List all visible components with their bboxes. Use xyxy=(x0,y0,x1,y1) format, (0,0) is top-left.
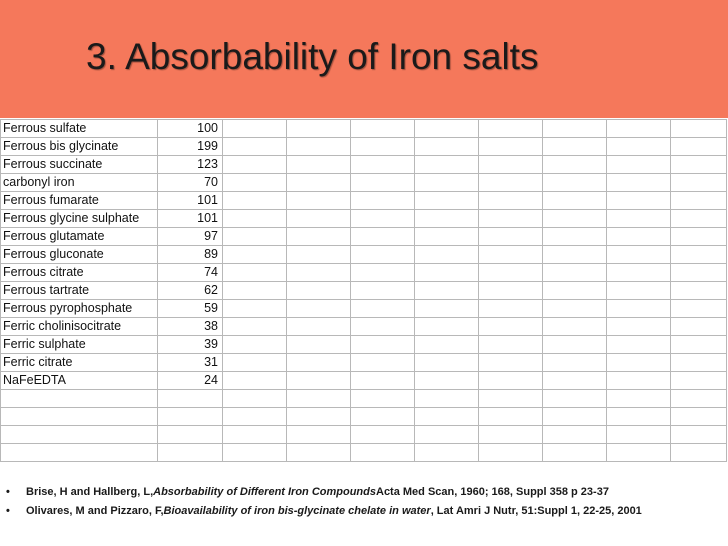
empty-cell[interactable] xyxy=(351,408,415,426)
empty-cell[interactable] xyxy=(671,390,727,408)
table-row xyxy=(1,156,727,174)
empty-cell[interactable] xyxy=(543,174,607,192)
table-row xyxy=(1,120,727,138)
empty-cell[interactable] xyxy=(351,282,415,300)
empty-cell[interactable] xyxy=(287,354,351,372)
empty-cell[interactable] xyxy=(671,282,727,300)
empty-cell[interactable] xyxy=(479,372,543,390)
empty-cell[interactable] xyxy=(543,372,607,390)
absorbability-value-cell[interactable]: 24 xyxy=(158,372,223,390)
empty-cell[interactable] xyxy=(287,426,351,444)
empty-cell[interactable] xyxy=(223,210,287,228)
empty-cell[interactable] xyxy=(607,282,671,300)
table-row xyxy=(1,354,727,372)
empty-cell[interactable] xyxy=(415,264,479,282)
empty-cell[interactable] xyxy=(223,174,287,192)
empty-cell[interactable] xyxy=(543,138,607,156)
absorbability-value-cell[interactable]: 70 xyxy=(158,174,223,192)
empty-cell[interactable] xyxy=(607,444,671,462)
empty-cell[interactable] xyxy=(543,264,607,282)
empty-cell[interactable] xyxy=(223,426,287,444)
empty-cell[interactable] xyxy=(479,318,543,336)
reference-authors: Olivares, M and Pizzaro, F, xyxy=(26,505,164,517)
table-row xyxy=(1,246,727,264)
empty-cell[interactable] xyxy=(287,408,351,426)
iron-salt-name-cell[interactable]: Ferrous citrate xyxy=(1,264,158,282)
empty-cell[interactable] xyxy=(479,210,543,228)
table-row xyxy=(1,390,727,408)
absorbability-value-cell[interactable]: 101 xyxy=(158,192,223,210)
empty-cell[interactable] xyxy=(607,426,671,444)
empty-cell[interactable] xyxy=(223,408,287,426)
empty-cell[interactable] xyxy=(287,264,351,282)
empty-cell[interactable] xyxy=(671,246,727,264)
empty-cell[interactable] xyxy=(415,372,479,390)
iron-salt-name-cell[interactable]: Ferrous gluconate xyxy=(1,246,158,264)
empty-cell[interactable] xyxy=(671,120,727,138)
empty-cell[interactable] xyxy=(607,246,671,264)
reference-source: Acta Med Scan, 1960; 168, Suppl 358 p 23-37 xyxy=(376,486,609,498)
empty-cell[interactable] xyxy=(223,372,287,390)
iron-salt-name-cell[interactable]: Ferric cholinisocitrate xyxy=(1,318,158,336)
empty-cell[interactable] xyxy=(223,156,287,174)
empty-cell[interactable] xyxy=(479,156,543,174)
empty-cell[interactable] xyxy=(479,120,543,138)
iron-salt-name-cell[interactable]: Ferric sulphate xyxy=(1,336,158,354)
bullet-icon: • xyxy=(6,505,10,517)
empty-cell[interactable] xyxy=(671,210,727,228)
empty-cell[interactable] xyxy=(415,318,479,336)
reference-title: Bioavailability of iron bis-glycinate chelate in water xyxy=(163,505,431,517)
empty-cell[interactable] xyxy=(351,372,415,390)
empty-cell[interactable] xyxy=(543,318,607,336)
empty-cell[interactable] xyxy=(287,156,351,174)
iron-salt-name-cell[interactable] xyxy=(1,444,158,462)
absorbability-value-cell[interactable]: 123 xyxy=(158,156,223,174)
empty-cell[interactable] xyxy=(415,120,479,138)
empty-cell[interactable] xyxy=(671,426,727,444)
empty-cell[interactable] xyxy=(543,192,607,210)
empty-cell[interactable] xyxy=(607,264,671,282)
absorbability-value-cell[interactable]: 39 xyxy=(158,336,223,354)
empty-cell[interactable] xyxy=(671,336,727,354)
empty-cell[interactable] xyxy=(351,120,415,138)
empty-cell[interactable] xyxy=(351,228,415,246)
empty-cell[interactable] xyxy=(223,390,287,408)
empty-cell[interactable] xyxy=(415,210,479,228)
empty-cell[interactable] xyxy=(415,390,479,408)
empty-cell[interactable] xyxy=(607,174,671,192)
empty-cell[interactable] xyxy=(543,354,607,372)
iron-salt-name-cell[interactable]: Ferrous sulfate xyxy=(1,120,158,138)
iron-salt-name-cell[interactable] xyxy=(1,408,158,426)
absorbability-value-cell[interactable] xyxy=(158,426,223,444)
empty-cell[interactable] xyxy=(543,246,607,264)
absorbability-value-cell[interactable]: 101 xyxy=(158,210,223,228)
absorbability-value-cell[interactable]: 31 xyxy=(158,354,223,372)
empty-cell[interactable] xyxy=(543,210,607,228)
bullet-icon: • xyxy=(6,486,10,498)
empty-cell[interactable] xyxy=(543,282,607,300)
empty-cell[interactable] xyxy=(479,336,543,354)
empty-cell[interactable] xyxy=(415,354,479,372)
empty-cell[interactable] xyxy=(287,444,351,462)
empty-cell[interactable] xyxy=(607,156,671,174)
empty-cell[interactable] xyxy=(287,120,351,138)
empty-cell[interactable] xyxy=(415,444,479,462)
absorbability-value-cell[interactable]: 74 xyxy=(158,264,223,282)
table-row xyxy=(1,282,727,300)
table-row xyxy=(1,174,727,192)
empty-cell[interactable] xyxy=(415,426,479,444)
references xyxy=(6,486,642,524)
empty-cell[interactable] xyxy=(415,192,479,210)
empty-cell[interactable] xyxy=(479,444,543,462)
empty-cell[interactable] xyxy=(607,138,671,156)
empty-cell[interactable] xyxy=(607,390,671,408)
empty-cell[interactable] xyxy=(671,156,727,174)
empty-cell[interactable] xyxy=(415,228,479,246)
empty-cell[interactable] xyxy=(351,174,415,192)
empty-cell[interactable] xyxy=(223,264,287,282)
absorbability-value-cell[interactable] xyxy=(158,444,223,462)
empty-cell[interactable] xyxy=(543,300,607,318)
empty-cell[interactable] xyxy=(351,246,415,264)
reference-item xyxy=(6,486,642,505)
empty-cell[interactable] xyxy=(223,318,287,336)
empty-cell[interactable] xyxy=(287,192,351,210)
spreadsheet-table xyxy=(0,119,727,462)
iron-salt-name-cell[interactable]: Ferrous pyrophosphate xyxy=(1,300,158,318)
empty-cell[interactable] xyxy=(671,264,727,282)
empty-cell[interactable] xyxy=(543,120,607,138)
empty-cell[interactable] xyxy=(223,300,287,318)
empty-cell[interactable] xyxy=(607,318,671,336)
empty-cell[interactable] xyxy=(287,318,351,336)
empty-cell[interactable] xyxy=(607,300,671,318)
reference-authors: Brise, H and Hallberg, L, xyxy=(26,486,154,498)
absorbability-value-cell[interactable] xyxy=(158,408,223,426)
absorbability-value-cell[interactable]: 38 xyxy=(158,318,223,336)
empty-cell[interactable] xyxy=(287,390,351,408)
empty-cell[interactable] xyxy=(671,354,727,372)
table-row xyxy=(1,444,727,462)
iron-salt-name-cell[interactable]: Ferric citrate xyxy=(1,354,158,372)
slide-title: 3. Absorbability of Iron salts xyxy=(86,36,539,77)
absorbability-value-cell[interactable]: 62 xyxy=(158,282,223,300)
absorbability-value-cell[interactable]: 89 xyxy=(158,246,223,264)
empty-cell[interactable] xyxy=(607,372,671,390)
empty-cell[interactable] xyxy=(479,426,543,444)
reference-title: Absorbability of Different Iron Compounds xyxy=(153,486,376,498)
empty-cell[interactable] xyxy=(479,408,543,426)
empty-cell[interactable] xyxy=(479,192,543,210)
empty-cell[interactable] xyxy=(671,192,727,210)
empty-cell[interactable] xyxy=(415,138,479,156)
empty-cell[interactable] xyxy=(543,444,607,462)
empty-cell[interactable] xyxy=(223,138,287,156)
empty-cell[interactable] xyxy=(671,372,727,390)
iron-salt-name-cell[interactable] xyxy=(1,390,158,408)
table-row xyxy=(1,372,727,390)
empty-cell[interactable] xyxy=(223,192,287,210)
empty-cell[interactable] xyxy=(479,300,543,318)
empty-cell[interactable] xyxy=(223,282,287,300)
absorbability-value-cell[interactable]: 59 xyxy=(158,300,223,318)
absorbability-value-cell[interactable]: 100 xyxy=(158,120,223,138)
empty-cell[interactable] xyxy=(415,300,479,318)
empty-cell[interactable] xyxy=(607,120,671,138)
empty-cell[interactable] xyxy=(223,120,287,138)
empty-cell[interactable] xyxy=(287,210,351,228)
empty-cell[interactable] xyxy=(223,228,287,246)
empty-cell[interactable] xyxy=(671,300,727,318)
empty-cell[interactable] xyxy=(287,138,351,156)
iron-salt-name-cell[interactable]: Ferrous tartrate xyxy=(1,282,158,300)
table-row xyxy=(1,210,727,228)
empty-cell[interactable] xyxy=(479,264,543,282)
empty-cell[interactable] xyxy=(543,336,607,354)
empty-cell[interactable] xyxy=(351,318,415,336)
empty-cell[interactable] xyxy=(671,408,727,426)
empty-cell[interactable] xyxy=(351,444,415,462)
empty-cell[interactable] xyxy=(351,210,415,228)
empty-cell[interactable] xyxy=(223,246,287,264)
iron-salt-name-cell[interactable]: Ferrous glutamate xyxy=(1,228,158,246)
empty-cell[interactable] xyxy=(287,228,351,246)
empty-cell[interactable] xyxy=(479,282,543,300)
empty-cell[interactable] xyxy=(607,192,671,210)
absorbability-value-cell[interactable]: 199 xyxy=(158,138,223,156)
empty-cell[interactable] xyxy=(415,282,479,300)
absorbability-value-cell[interactable]: 97 xyxy=(158,228,223,246)
empty-cell[interactable] xyxy=(671,174,727,192)
empty-cell[interactable] xyxy=(479,228,543,246)
empty-cell[interactable] xyxy=(351,264,415,282)
empty-cell[interactable] xyxy=(415,336,479,354)
empty-cell[interactable] xyxy=(351,156,415,174)
empty-cell[interactable] xyxy=(543,408,607,426)
empty-cell[interactable] xyxy=(351,354,415,372)
empty-cell[interactable] xyxy=(351,300,415,318)
slide-header xyxy=(0,0,728,118)
iron-salt-name-cell[interactable]: Ferrous fumarate xyxy=(1,192,158,210)
empty-cell[interactable] xyxy=(479,174,543,192)
iron-salt-name-cell[interactable]: Ferrous glycine sulphate xyxy=(1,210,158,228)
empty-cell[interactable] xyxy=(671,318,727,336)
empty-cell[interactable] xyxy=(223,444,287,462)
reference-source: , Lat Amri J Nutr, 51:Suppl 1, 22-25, 2001 xyxy=(430,505,642,517)
iron-salt-name-cell[interactable] xyxy=(1,426,158,444)
reference-item xyxy=(6,505,642,524)
empty-cell[interactable] xyxy=(607,354,671,372)
empty-cell[interactable] xyxy=(607,228,671,246)
empty-cell[interactable] xyxy=(287,174,351,192)
empty-cell[interactable] xyxy=(607,336,671,354)
empty-cell[interactable] xyxy=(287,300,351,318)
empty-cell[interactable] xyxy=(671,228,727,246)
empty-cell[interactable] xyxy=(479,138,543,156)
empty-cell[interactable] xyxy=(415,156,479,174)
empty-cell[interactable] xyxy=(479,390,543,408)
empty-cell[interactable] xyxy=(543,426,607,444)
table-row xyxy=(1,192,727,210)
table-row xyxy=(1,318,727,336)
empty-cell[interactable] xyxy=(543,390,607,408)
iron-salt-name-cell[interactable]: Ferrous bis glycinate xyxy=(1,138,158,156)
iron-salt-name-cell[interactable]: Ferrous succinate xyxy=(1,156,158,174)
table-row xyxy=(1,426,727,444)
iron-salt-name-cell[interactable]: NaFeEDTA xyxy=(1,372,158,390)
table-row xyxy=(1,138,727,156)
empty-cell[interactable] xyxy=(415,174,479,192)
empty-cell[interactable] xyxy=(543,228,607,246)
table-row xyxy=(1,264,727,282)
empty-cell[interactable] xyxy=(351,390,415,408)
empty-cell[interactable] xyxy=(223,336,287,354)
empty-cell[interactable] xyxy=(287,336,351,354)
absorbability-value-cell[interactable] xyxy=(158,390,223,408)
empty-cell[interactable] xyxy=(351,192,415,210)
table-row xyxy=(1,336,727,354)
table-row xyxy=(1,300,727,318)
empty-cell[interactable] xyxy=(607,408,671,426)
empty-cell[interactable] xyxy=(351,138,415,156)
empty-cell[interactable] xyxy=(223,354,287,372)
empty-cell[interactable] xyxy=(287,372,351,390)
empty-cell[interactable] xyxy=(415,408,479,426)
empty-cell[interactable] xyxy=(287,282,351,300)
empty-cell[interactable] xyxy=(671,138,727,156)
empty-cell[interactable] xyxy=(543,156,607,174)
empty-cell[interactable] xyxy=(671,444,727,462)
empty-cell[interactable] xyxy=(351,336,415,354)
empty-cell[interactable] xyxy=(287,246,351,264)
iron-salt-name-cell[interactable]: carbonyl iron xyxy=(1,174,158,192)
empty-cell[interactable] xyxy=(351,426,415,444)
empty-cell[interactable] xyxy=(607,210,671,228)
empty-cell[interactable] xyxy=(479,246,543,264)
table-row xyxy=(1,408,727,426)
empty-cell[interactable] xyxy=(479,354,543,372)
table-row xyxy=(1,228,727,246)
empty-cell[interactable] xyxy=(415,246,479,264)
